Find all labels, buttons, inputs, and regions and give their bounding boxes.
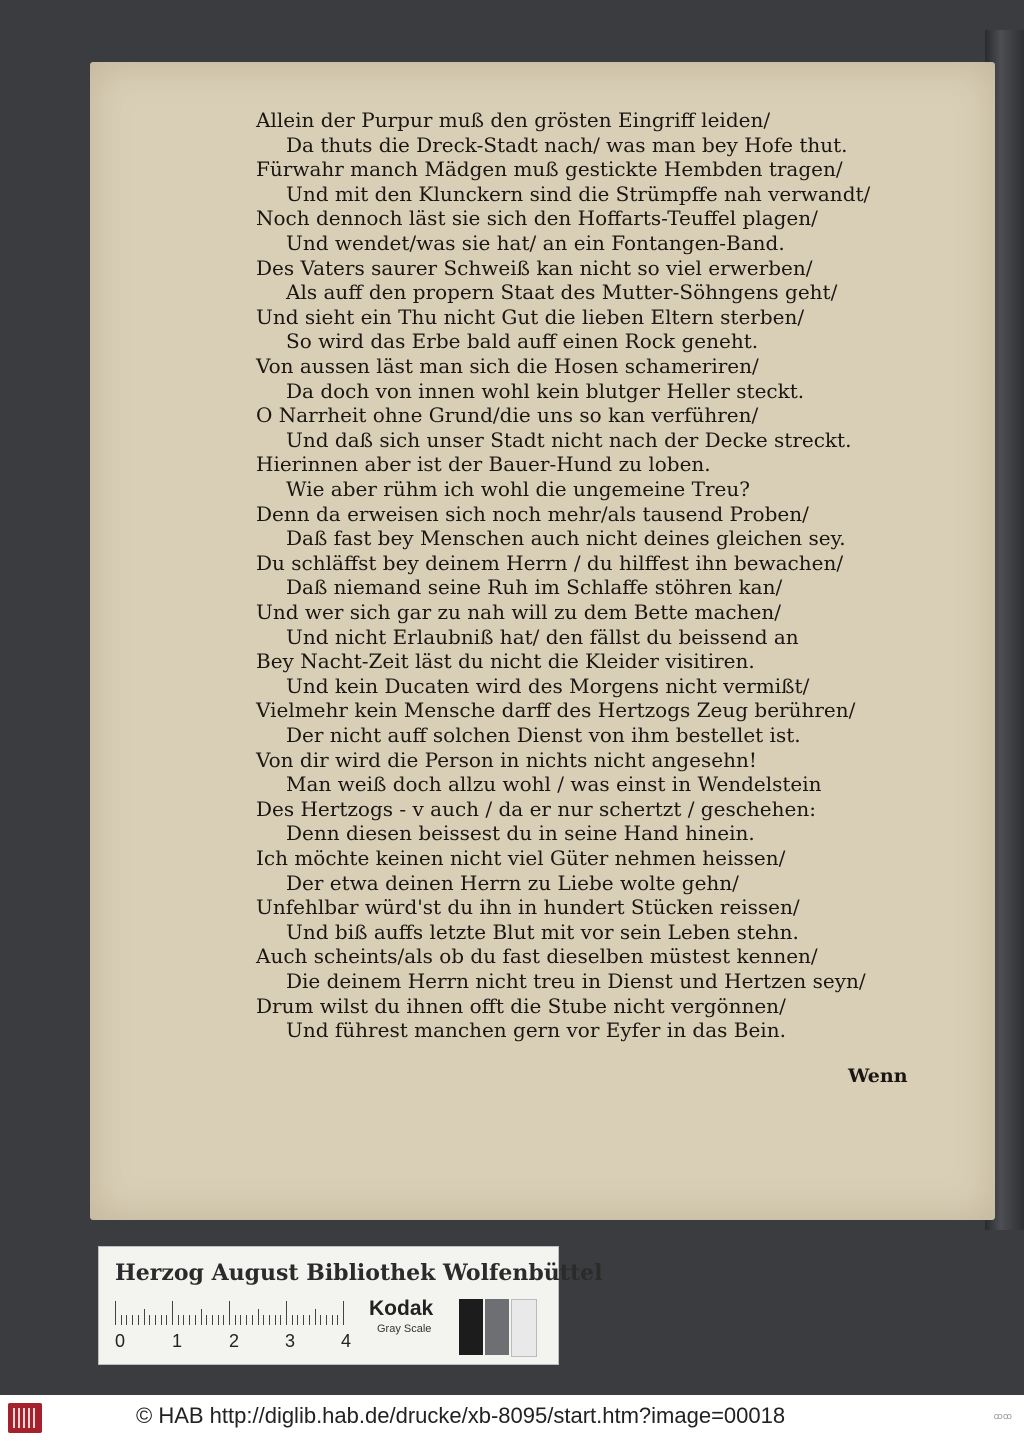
ruler-tick <box>246 1315 247 1325</box>
catchword: Wenn <box>848 1065 908 1087</box>
gray-swatch-black <box>459 1299 483 1355</box>
gray-swatch-mid <box>485 1299 509 1355</box>
ruler-tick <box>206 1315 207 1325</box>
ruler-tick <box>337 1315 338 1325</box>
ruler-tick <box>252 1315 253 1325</box>
kodak-brand: Kodak <box>369 1297 434 1320</box>
poem-line: Und wendet/was sie hat/ an ein Fontangen-Band. <box>286 231 785 255</box>
ruler-tick <box>326 1315 327 1325</box>
ruler-tick <box>269 1315 270 1325</box>
ruler-tick <box>195 1315 196 1325</box>
poem-line: Des Vaters saurer Schweiß kan nicht so viel erwerben/ <box>256 255 813 280</box>
ruler-tick <box>212 1315 213 1325</box>
ruler-tick <box>144 1309 145 1325</box>
ruler-tick <box>178 1315 179 1325</box>
ruler-label-2: 2 <box>229 1331 240 1351</box>
poem-line: Denn da erweisen sich noch mehr/als tausend Proben/ <box>256 501 809 526</box>
ruler-label-1: 1 <box>172 1331 183 1351</box>
ruler-tick <box>258 1309 259 1325</box>
poem-line: Allein der Purpur muß den grösten Eingriff leiden/ <box>256 108 771 132</box>
poem-line: Bey Nacht-Zeit läst du nicht die Kleider visitiren. <box>256 649 755 674</box>
ruler-tick <box>315 1309 316 1325</box>
poem-line: Die deinem Herrn nicht treu in Dienst und Hertzen seyn/ <box>286 969 866 993</box>
ruler-label-4: 4 <box>341 1331 352 1351</box>
poem-line: So wird das Erbe bald auff einen Rock geneht. <box>286 329 759 354</box>
ruler-label-3: 3 <box>285 1331 296 1351</box>
poem-line: Daß niemand seine Ruh im Schlaffe stöhren kan/ <box>286 575 783 600</box>
cm-ruler <box>115 1301 347 1325</box>
ruler-tick <box>155 1315 156 1325</box>
ruler-tick <box>149 1315 150 1325</box>
ruler-tick <box>286 1301 287 1325</box>
ruler-tick <box>161 1315 162 1325</box>
ruler-tick <box>121 1315 122 1325</box>
footer-bar <box>0 1395 1024 1441</box>
ruler-tick <box>218 1315 219 1325</box>
poem-line: Hierinnen aber ist der Bauer-Hund zu loben. <box>256 452 711 477</box>
ruler-tick <box>275 1315 276 1325</box>
ruler-tick <box>263 1315 264 1325</box>
poem-line: Vielmehr kein Mensche darff des Hertzogs Zeug berühren/ <box>256 698 856 723</box>
poem-line: Und wer sich gar zu nah will zu dem Bette machen/ <box>256 600 781 624</box>
ruler-tick <box>172 1301 173 1325</box>
poem-line: Als auff den propern Staat des Mutter-Söhngens geht/ <box>286 280 838 305</box>
poem-line: Auch scheints/als ob du fast dieselben müstest kennen/ <box>256 944 818 969</box>
ruler-tick <box>235 1315 236 1325</box>
ruler-tick <box>115 1301 116 1325</box>
ruler-tick <box>223 1315 224 1325</box>
ruler-tick <box>229 1301 230 1325</box>
poem-line: Du schläffst bey deinem Herrn / du hilffest ihn bewachen/ <box>256 550 844 575</box>
poem-line: Und mit den Klunckern sind die Strümpffe nah verwandt/ <box>286 181 871 206</box>
ruler-tick <box>343 1301 344 1325</box>
ruler-tick <box>189 1315 190 1325</box>
ruler-tick <box>292 1315 293 1325</box>
ruler-tick <box>332 1315 333 1325</box>
poem-line: Und führest manchen gern vor Eyfer in das Bein. <box>286 1018 786 1043</box>
poem-line: Und daß sich unser Stadt nicht nach der Decke streckt. <box>286 427 852 452</box>
poem-line: Fürwahr manch Mädgen muß gestickte Hembden tragen/ <box>256 157 843 182</box>
poem-line: Der etwa deinen Herrn zu Liebe wolte gehn/ <box>286 870 739 895</box>
ruler-tick <box>320 1315 321 1325</box>
poem-line: Da thuts die Dreck-Stadt nach/ was man bey Hofe thut. <box>286 132 848 157</box>
gray-swatch-white <box>511 1299 537 1357</box>
poem-line: Unfehlbar würd'st du ihn in hundert Stücken reissen/ <box>256 895 800 920</box>
ruler-tick <box>303 1315 304 1325</box>
ruler-label-0: 0 <box>115 1331 126 1351</box>
library-color-card <box>98 1246 603 1365</box>
poem-line: Von dir wird die Person in nichts nicht angesehn! <box>256 747 757 772</box>
ruler-tick <box>201 1309 202 1325</box>
poem-line: Da doch von innen wohl kein blutger Heller steckt. <box>286 378 805 403</box>
poem-line: Noch dennoch läst sie sich den Hoffarts-Teuffel plagen/ <box>256 206 818 231</box>
ruler-tick <box>126 1315 127 1325</box>
ruler-tick <box>183 1315 184 1325</box>
ruler-tick <box>166 1315 167 1325</box>
poem-line: Und sieht ein Thu nicht Gut die lieben Eltern sterben/ <box>256 304 805 329</box>
ruler-tick <box>240 1315 241 1325</box>
ruler-tick <box>138 1315 139 1325</box>
poem-line: Und kein Ducaten wird des Morgens nicht vermißt/ <box>286 673 810 698</box>
poem-line: Daß fast bey Menschen auch nicht deines gleichen sey. <box>286 526 846 551</box>
gray-scale-label: Gray Scale <box>377 1323 432 1335</box>
poem-line: Drum wilst du ihnen offt die Stube nicht vergönnen/ <box>256 993 786 1018</box>
poem-line: O Narrheit ohne Grund/die uns so kan verführen/ <box>256 403 759 428</box>
poem-line: Ich möchte keinen nicht viel Güter nehmen heissen/ <box>256 846 786 870</box>
poem-line: Denn diesen beissest du in seine Hand hinein. <box>286 821 755 846</box>
poem-line: Von aussen läst man sich die Hosen schameriren/ <box>256 354 759 378</box>
ruler-tick <box>280 1315 281 1325</box>
footer-mark: ꝏꝏ <box>993 1411 1012 1421</box>
poem-line: Und nicht Erlaubniß hat/ den fällst du beissend an <box>286 624 799 649</box>
hab-logo-icon <box>8 1403 42 1433</box>
ruler-tick <box>132 1315 133 1325</box>
poem-line: Des Hertzogs - v auch / da er nur schertzt / geschehen: <box>256 796 816 821</box>
poem-line: Man weiß doch allzu wohl / was einst in Wendelstein <box>286 772 822 797</box>
poem-line: Der nicht auff solchen Dienst von ihm bestellet ist. <box>286 723 801 747</box>
library-name: Herzog August Bibliothek Wolfenbüttel <box>115 1260 603 1286</box>
copyright-url[interactable]: © HAB http://diglib.hab.de/drucke/xb-8095/start.htm?image=00018 <box>136 1403 786 1428</box>
ruler-tick <box>297 1315 298 1325</box>
ruler-tick <box>309 1315 310 1325</box>
poem-line: Und biß auffs letzte Blut mit vor sein Leben stehn. <box>286 919 799 944</box>
poem-line: Wie aber rühm ich wohl die ungemeine Treu? <box>286 477 750 501</box>
